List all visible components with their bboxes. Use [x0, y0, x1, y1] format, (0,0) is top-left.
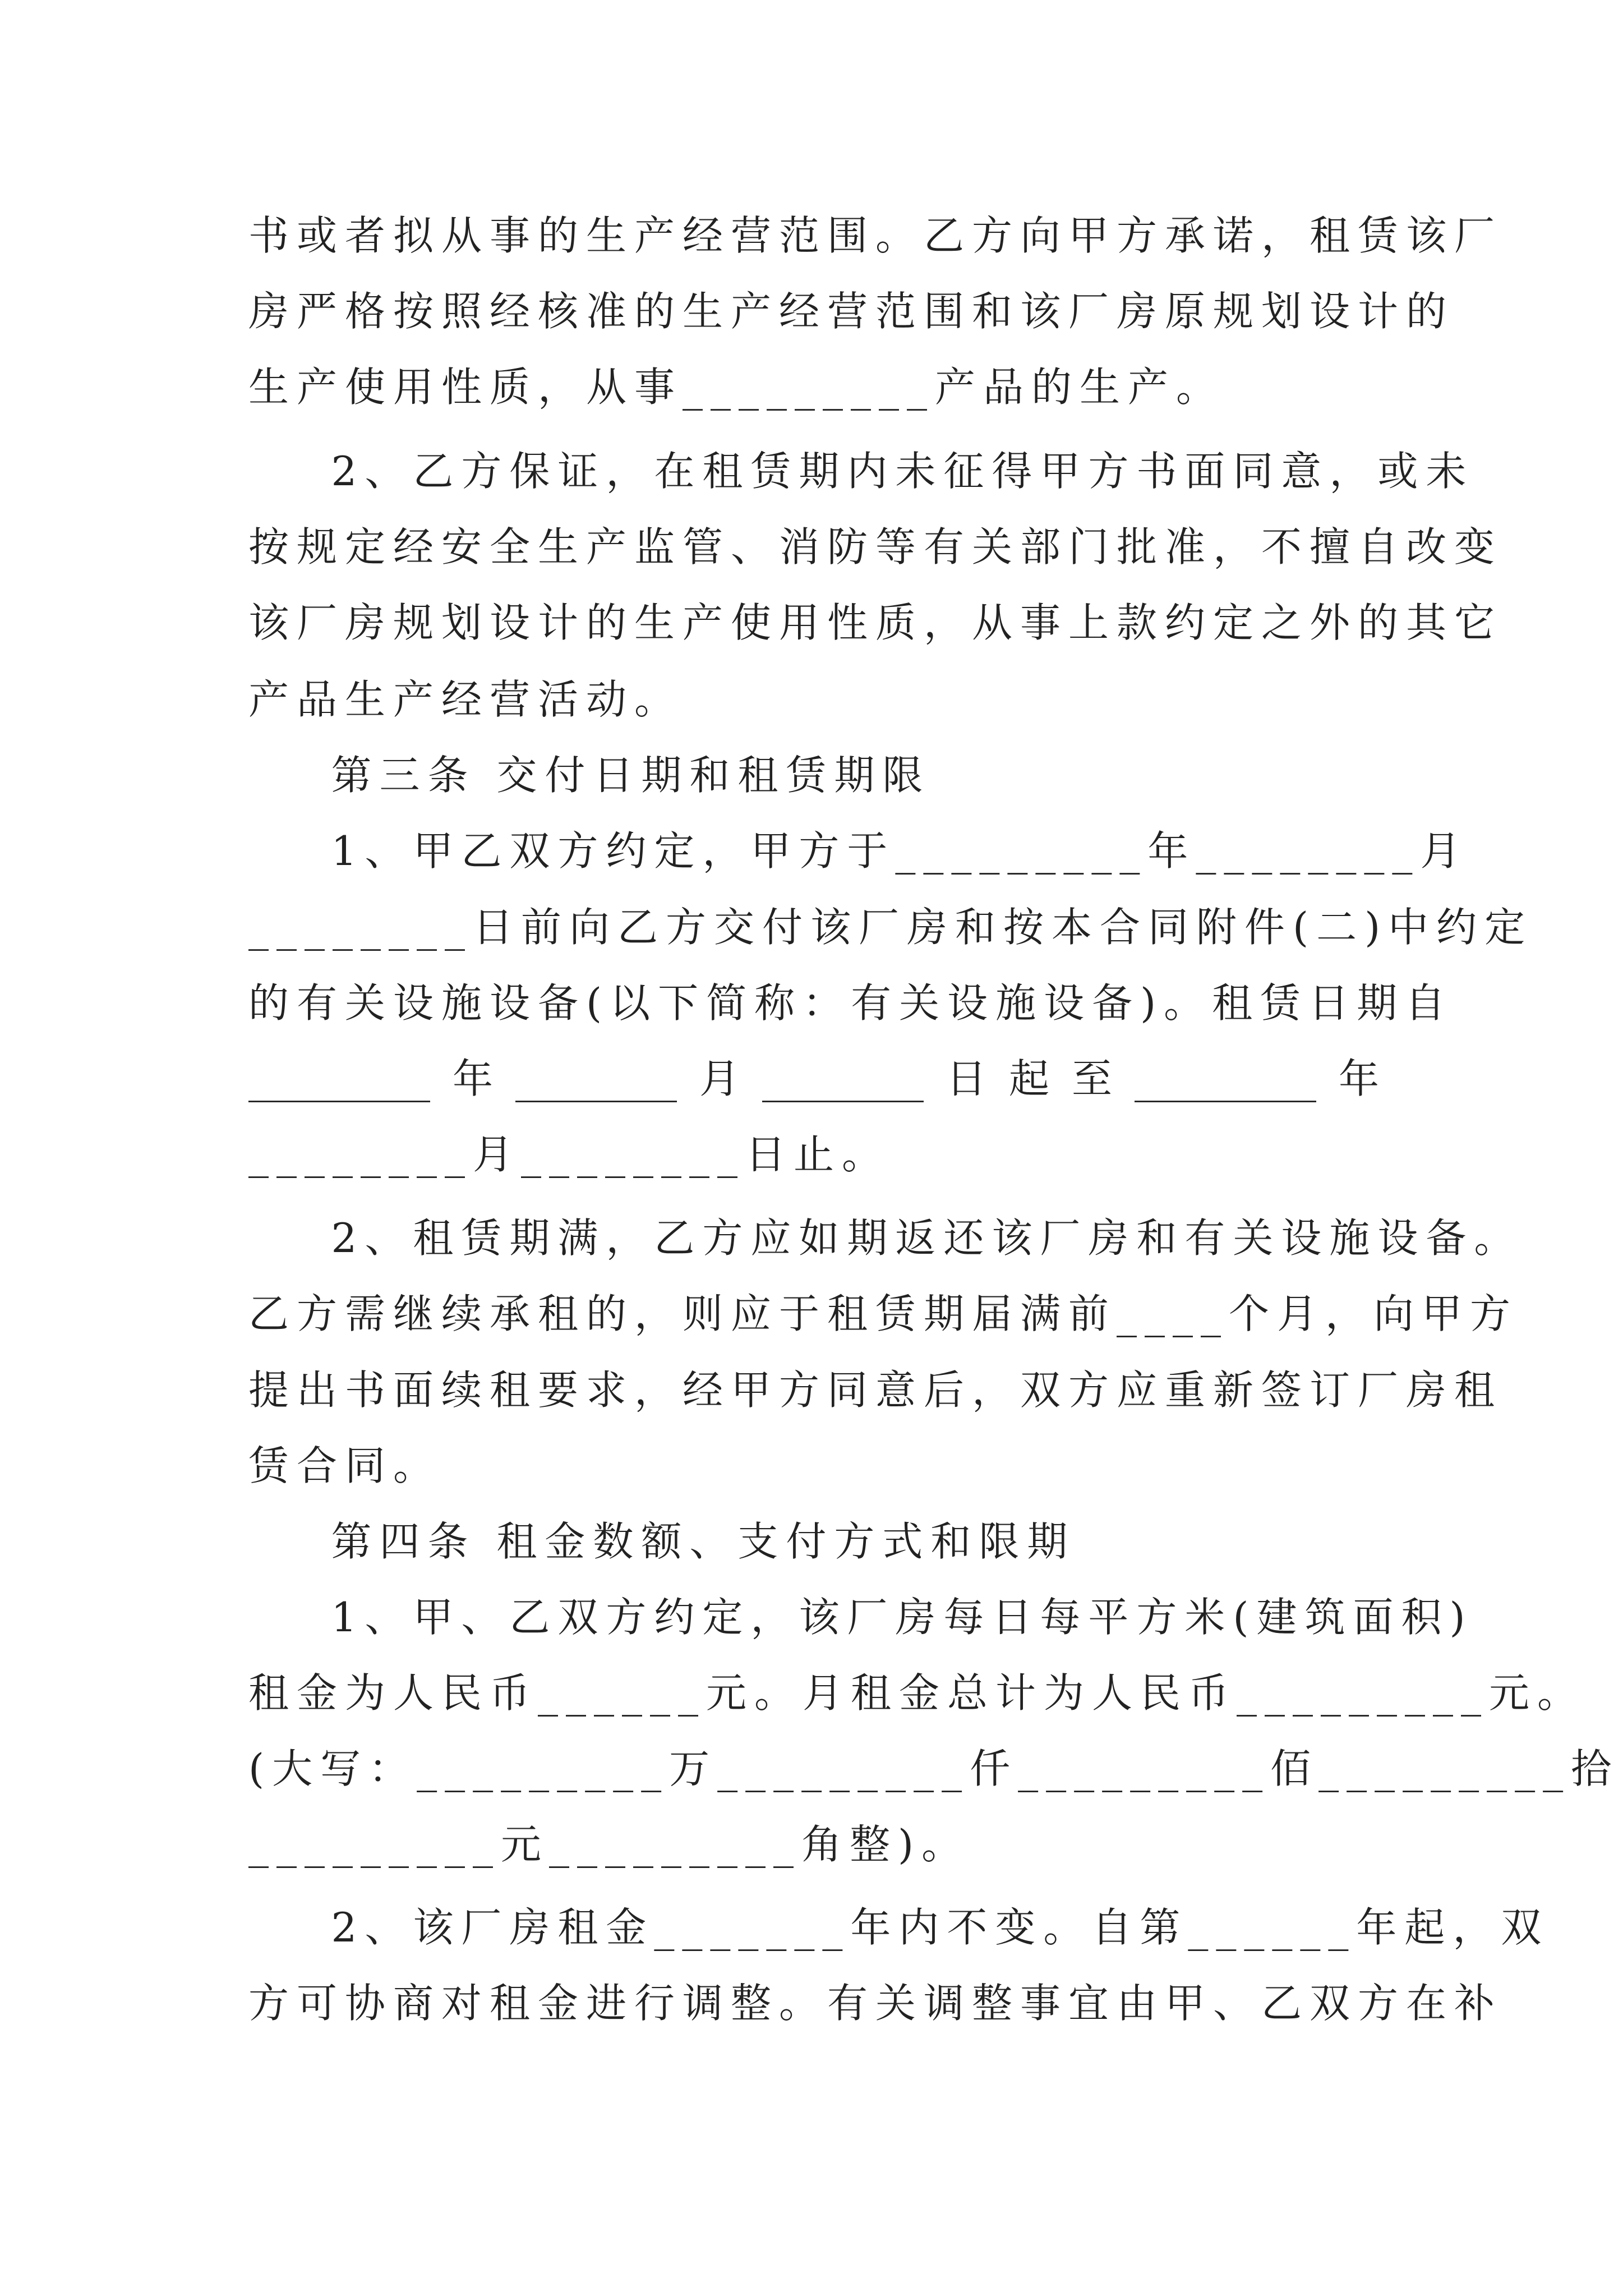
- text-token: 起: [1008, 1055, 1049, 1102]
- section-heading: 第四条 租金数额、支付方式和限期: [248, 1518, 1076, 1565]
- text-line: 乙方需继续承租的，则应于租赁期届满前____个月，向甲方: [248, 1290, 1519, 1337]
- text-line: 按规定经安全生产监管、消防等有关部门批准，不擅自改变: [248, 523, 1503, 570]
- text-line: 的有关设施设备(以下简称：有关设施设备)。租赁日期自: [248, 979, 1454, 1027]
- text-line: 1、甲乙双方约定，甲方于_________年________月: [248, 827, 1469, 875]
- text-line: 2、该厂房租金_______年内不变。自第______年起，双: [248, 1904, 1550, 1951]
- blank-field: _________: [1134, 1055, 1316, 1102]
- text-line: (大写：_________万_________仟_________佰_________拾: [248, 1745, 1620, 1792]
- text-line: 赁合同。: [248, 1442, 442, 1489]
- blank-field: ________: [762, 1055, 924, 1102]
- text-line: 该厂房规划设计的生产使用性质，从事上款约定之外的其它: [248, 599, 1503, 646]
- section-heading: 第三条 交付日期和租赁期限: [248, 752, 931, 799]
- text-line: 租金为人民币______元。月租金总计为人民币_________元。: [248, 1669, 1586, 1717]
- text-line: 1、甲、乙双方约定，该厂房每日每平方米(建筑面积): [248, 1594, 1473, 1641]
- text-token: 年: [1338, 1055, 1379, 1102]
- blank-field: ________: [515, 1055, 677, 1102]
- text-line: 提出书面续租要求，经甲方同意后，双方应重新签订厂房租: [248, 1366, 1503, 1414]
- text-line: 2、乙方保证，在租赁期内未征得甲方书面同意，或未: [248, 448, 1474, 495]
- text-line-justified: [248, 1051, 1379, 1107]
- blank-field: _________: [248, 1055, 430, 1102]
- text-token: 月: [699, 1055, 740, 1102]
- text-line: 2、租赁期满，乙方应如期返还该厂房和有关设施设备。: [248, 1214, 1523, 1262]
- text-token: 日: [946, 1055, 986, 1102]
- text-token: 年: [452, 1055, 493, 1102]
- text-line: _________元_________角整)。: [248, 1821, 970, 1868]
- text-line: 生产使用性质，从事_________产品的生产。: [248, 364, 1225, 411]
- text-line: 书或者拟从事的生产经营范围。乙方向甲方承诺，租赁该厂: [248, 212, 1503, 259]
- text-line: 房严格按照经核准的生产经营范围和该厂房原规划设计的: [248, 288, 1455, 335]
- text-line: 方可协商对租金进行调整。有关调整事宜由甲、乙双方在补: [248, 1980, 1503, 2027]
- text-line: ________月________日止。: [248, 1131, 891, 1178]
- text-line: ________日前向乙方交付该厂房和按本合同附件(二)中约定: [248, 904, 1533, 951]
- text-line: 产品生产经营活动。: [248, 676, 683, 723]
- text-token: 至: [1071, 1055, 1112, 1102]
